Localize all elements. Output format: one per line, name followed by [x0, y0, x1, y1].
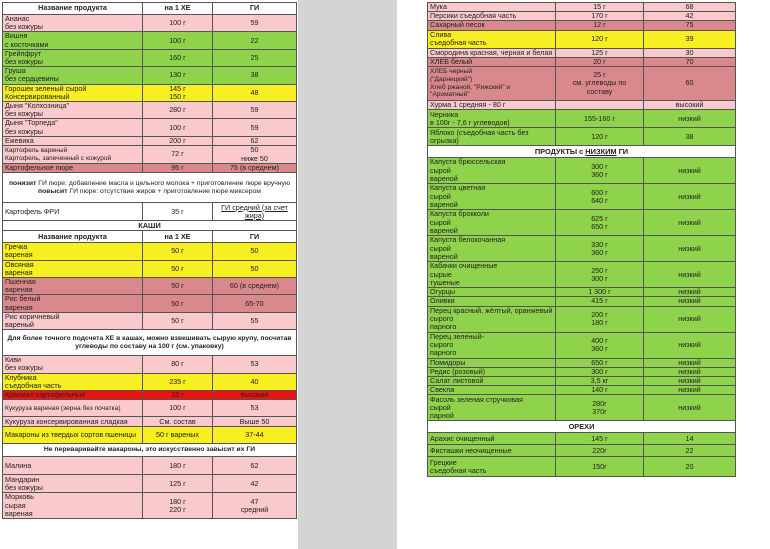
gi-value: низкий [644, 306, 736, 332]
table-row [3, 102, 297, 119]
xe-amount: 25 г см. углеводы по составу [556, 67, 644, 101]
table-row [428, 57, 736, 66]
note-text-raise: ГИ пюре: отсутствие жиров + приготовление пюре миксером [67, 187, 261, 195]
section-title-low-gi [428, 146, 736, 158]
table-row [3, 173, 297, 203]
xe-amount: 150г [556, 457, 644, 477]
product-name: ХЛЕБ черный ("Дарницкий") Хлеб ржаной, "Рижский" и "Ароматный" [428, 67, 556, 101]
table-row [3, 417, 297, 427]
table-row [428, 30, 736, 48]
xe-amount: 35 г [143, 203, 213, 221]
xe-amount: 12 г [556, 21, 644, 30]
xe-amount: 50 г вареных [143, 427, 213, 444]
xe-amount: 80 г [143, 356, 213, 373]
table-row [428, 236, 736, 262]
gi-value: низкий [644, 158, 736, 184]
gi-value: низкий [644, 358, 736, 367]
xe-amount: См. состав [143, 417, 213, 427]
product-name: Перец красный, жёлтый, оранжевый сырого парного [428, 306, 556, 332]
xe-amount: 180 г [143, 457, 213, 475]
xe-amount: 625 г 650 г [556, 210, 644, 236]
table-row [3, 67, 297, 84]
gi-value: 50 [213, 260, 297, 277]
gi-value: низкий [644, 297, 736, 306]
mashed-potato-note [3, 173, 297, 203]
gi-value: высокий [213, 391, 297, 400]
product-name: Ежевика [3, 136, 143, 145]
table-row [3, 373, 297, 390]
table-row [3, 203, 297, 221]
table-row [3, 457, 297, 475]
note-line-lower [5, 180, 294, 188]
column-header-gi: ГИ [213, 3, 297, 15]
xe-amount: 160 г [143, 49, 213, 66]
product-name: Овсяная вареная [3, 260, 143, 277]
table-row [3, 49, 297, 66]
product-name: Пшенная вареная [3, 278, 143, 295]
xe-amount: 20 г [556, 57, 644, 66]
gi-value: 37-44 [213, 427, 297, 444]
table-row [428, 67, 736, 101]
section-title-nuts: ОРЕХИ [428, 421, 736, 433]
product-name: Кукуруза вареная (зерна без початка) [3, 400, 143, 417]
product-name: Ананас без кожуры [3, 15, 143, 32]
xe-amount: 100 г [143, 400, 213, 417]
xe-amount: 100 г [143, 32, 213, 49]
product-name: Капуста белокочанная сырой вареной [428, 236, 556, 262]
product-name: Грейпфрут без кожуры [3, 49, 143, 66]
table-row [3, 400, 297, 417]
section-title-kashi: КАШИ [3, 221, 297, 231]
product-name: Гречка вареная [3, 243, 143, 260]
xe-amount: 100 г [143, 119, 213, 136]
pasta-note: Не переваривайте макароны, это искусственно завысит их ГИ [3, 444, 297, 457]
xe-amount: 140 г [556, 386, 644, 395]
product-name: Салат листовой [428, 377, 556, 386]
section-title-prefix: ПРОДУКТЫ с [534, 146, 586, 156]
gi-value: 38 [213, 67, 297, 84]
column-header-name: Название продукта [3, 3, 143, 15]
gi-value: низкий [644, 332, 736, 358]
section-title-emphasis: НИЗКИМ [585, 146, 617, 156]
table-row [3, 493, 297, 519]
gi-value: 30 [644, 48, 736, 57]
product-name: Горошек зеленый сырой Консервированный [3, 84, 143, 101]
xe-amount: 1 300 г [556, 288, 644, 297]
table-row [3, 243, 297, 260]
gi-value: низкий [644, 386, 736, 395]
table-row [428, 48, 736, 57]
table-row [428, 210, 736, 236]
left-table [2, 2, 297, 519]
xe-amount: 120 г [556, 30, 644, 48]
product-name: Фасоль зеленая стручковая сырой парной [428, 395, 556, 421]
table-row [3, 356, 297, 373]
table-row [428, 128, 736, 146]
xe-amount: 120 г [556, 128, 644, 146]
kashi-weighing-note: Для более точного подсчета ХЕ в кашах, можно взвешивать сырую крупу, посчитав углеводы по составу на 100 г (см. упаковку) [3, 330, 297, 356]
product-name: Мука [428, 3, 556, 12]
xe-amount: 250 г 300 г [556, 262, 644, 288]
product-name: Слива съедобная часть [428, 30, 556, 48]
product-name: Помидоры [428, 358, 556, 367]
xe-amount: 300 г 360 г [556, 158, 644, 184]
xe-amount: 280г 370г [556, 395, 644, 421]
right-page [397, 0, 770, 549]
xe-amount: 600 г 640 г [556, 184, 644, 210]
xe-amount: 145 г 150 г [143, 84, 213, 101]
note-keyword-raise: повысит [38, 187, 68, 195]
xe-amount: 170 г [556, 12, 644, 21]
gi-value: низкий [644, 262, 736, 288]
gi-value: низкий [644, 288, 736, 297]
product-name: Черника в 100г - 7,6 г углеводов) [428, 110, 556, 128]
table-row [3, 475, 297, 493]
table-row [428, 433, 736, 445]
gi-value: 60 (в среднем) [213, 278, 297, 295]
xe-amount: 130 г [143, 67, 213, 84]
gi-value: низкий [644, 184, 736, 210]
product-name: Огурцы [428, 288, 556, 297]
table-row [428, 158, 736, 184]
product-name: Дыня "Торпеда" без кожуры [3, 119, 143, 136]
table-row [3, 312, 297, 329]
xe-amount: 15 г [556, 3, 644, 12]
xe-amount: 50 г [143, 260, 213, 277]
product-name: Рис белый вареная [3, 295, 143, 312]
gi-value: 14 [644, 433, 736, 445]
gi-value: 53 [213, 400, 297, 417]
note-line-raise [5, 188, 294, 196]
gi-value: 48 [213, 84, 297, 101]
left-page [0, 0, 298, 549]
gi-value: 75 [644, 21, 736, 30]
table-row [3, 295, 297, 312]
gi-value: низкий [644, 367, 736, 376]
gi-value: низкий [644, 210, 736, 236]
product-name: Киви без кожуры [3, 356, 143, 373]
gi-value: низкий [644, 236, 736, 262]
product-name: Капуста цветная сырой вареной [428, 184, 556, 210]
gi-value: 40 [213, 373, 297, 390]
table-row [3, 278, 297, 295]
gi-value: 59 [213, 15, 297, 32]
xe-amount: 300 г [556, 367, 644, 376]
table-row [3, 221, 297, 231]
xe-amount: 180 г 220 г [143, 493, 213, 519]
table-row [428, 297, 736, 306]
xe-amount [556, 101, 644, 110]
xe-amount: 145 г [556, 433, 644, 445]
xe-amount: 125 г [556, 48, 644, 57]
column-header-gi: ГИ [213, 231, 297, 243]
gi-value: 39 [644, 30, 736, 48]
product-name: Капуста брюссельская сырой вареной [428, 158, 556, 184]
xe-amount: 330 г 360 г [556, 236, 644, 262]
product-name: Вишня с косточками [3, 32, 143, 49]
gi-value: 55 [213, 312, 297, 329]
gi-value: высокий [644, 101, 736, 110]
gi-value: 59 [213, 119, 297, 136]
xe-amount: 15 г [143, 391, 213, 400]
product-name: Морковь сырая вареная [3, 493, 143, 519]
product-name: Смородина красная, черная и белая [428, 48, 556, 57]
table-row [428, 3, 736, 12]
gi-value: 38 [644, 128, 736, 146]
gi-value: 25 [213, 49, 297, 66]
product-name: Фисташки неочищенные [428, 445, 556, 457]
table-row [428, 377, 736, 386]
gi-value: Выше 50 [213, 417, 297, 427]
product-name: Кабачки очищенные сырые тушеные [428, 262, 556, 288]
xe-amount: 200 г [143, 136, 213, 145]
table-row [428, 395, 736, 421]
gi-value: 22 [644, 445, 736, 457]
table-row [428, 367, 736, 376]
table-row [3, 15, 297, 32]
xe-amount: 235 г [143, 373, 213, 390]
table-row [3, 119, 297, 136]
gi-value: 53 [213, 356, 297, 373]
xe-amount: 415 г [556, 297, 644, 306]
product-name: Рис коричневый вареный [3, 312, 143, 329]
product-name: Картофельное пюре [3, 164, 143, 173]
product-name: Перец зеленый- сырого парного [428, 332, 556, 358]
gi-value: 47 средний [213, 493, 297, 519]
gi-value: 65-70 [213, 295, 297, 312]
right-table [427, 2, 736, 477]
product-name: Картофель вареный Картофель, запеченный с кожурой [3, 146, 143, 164]
table-row [428, 306, 736, 332]
xe-amount: 50 г [143, 295, 213, 312]
table-row [428, 110, 736, 128]
table-row [428, 12, 736, 21]
product-name: Персики съедобная часть [428, 12, 556, 21]
section-title-suffix: ГИ [616, 146, 629, 156]
xe-amount: 95 г [143, 164, 213, 173]
gi-value: 20 [644, 457, 736, 477]
table-row [428, 421, 736, 433]
table-row [3, 427, 297, 444]
table-row [3, 164, 297, 173]
product-name: Оливки [428, 297, 556, 306]
xe-amount: 155-160 г [556, 110, 644, 128]
table-row [3, 3, 297, 15]
product-name: Макароны из твердых сортов пшеницы [3, 427, 143, 444]
xe-amount: 125 г [143, 475, 213, 493]
product-name: Картофель ФРИ [3, 203, 143, 221]
column-header-xe: на 1 ХЕ [143, 231, 213, 243]
product-name: Мандарин без кожуры [3, 475, 143, 493]
product-name: Редис (розовый) [428, 367, 556, 376]
gi-value: 50 ниже 50 [213, 146, 297, 164]
product-name: Малина [3, 457, 143, 475]
table-row [3, 260, 297, 277]
product-name: ХЛЕБ белый [428, 57, 556, 66]
gi-value: 42 [213, 475, 297, 493]
product-name: Яблоко (съедобная часть без огрызка) [428, 128, 556, 146]
table-row [3, 32, 297, 49]
table-row [428, 445, 736, 457]
product-name: Капуста брокколи сырой вареной [428, 210, 556, 236]
xe-amount: 3,5 кг [556, 377, 644, 386]
product-name: Крахмал картофельный [3, 391, 143, 400]
gi-value: 50 [213, 243, 297, 260]
xe-amount: 50 г [143, 312, 213, 329]
gi-value: 60 [644, 67, 736, 101]
table-row [428, 262, 736, 288]
column-header-xe: на 1 ХЕ [143, 3, 213, 15]
gi-value: низкий [644, 395, 736, 421]
xe-amount: 280 г [143, 102, 213, 119]
table-row [3, 84, 297, 101]
product-name: Груша без сердцевины [3, 67, 143, 84]
product-name: Арахис очищенный [428, 433, 556, 445]
gi-value: 22 [213, 32, 297, 49]
xe-amount: 100 г [143, 15, 213, 32]
xe-amount: 50 г [143, 243, 213, 260]
gi-value: ГИ средний (за счет жира) [213, 203, 297, 221]
xe-amount: 220г [556, 445, 644, 457]
gi-value: 75 (в среднем) [213, 164, 297, 173]
table-row [428, 386, 736, 395]
product-name: Хурма 1 средняя - 80 г [428, 101, 556, 110]
gi-value: 59 [213, 102, 297, 119]
product-name: Грецкие съедобная часть [428, 457, 556, 477]
note-text-lower: ГИ пюре: добавление масла и цельного молока + приготовление пюре вручную [36, 179, 291, 187]
table-row [428, 358, 736, 367]
product-name: Клубника съедобная часть [3, 373, 143, 390]
table-row [3, 146, 297, 164]
product-name: Кукуруза консервированная сладкая [3, 417, 143, 427]
xe-amount: 400 г 360 г [556, 332, 644, 358]
table-row [3, 330, 297, 356]
table-row [428, 457, 736, 477]
xe-amount: 50 г [143, 278, 213, 295]
table-row [3, 444, 297, 457]
table-row [428, 184, 736, 210]
table-row [428, 101, 736, 110]
table-row [428, 288, 736, 297]
product-name: Дыня "Колхозница" без кожуры [3, 102, 143, 119]
product-name: Свекла [428, 386, 556, 395]
table-row [428, 21, 736, 30]
table-row [3, 136, 297, 145]
gi-value: 70 [644, 57, 736, 66]
product-name: Сахарный песок [428, 21, 556, 30]
xe-amount: 650 г [556, 358, 644, 367]
table-row [3, 231, 297, 243]
gi-value: 62 [213, 136, 297, 145]
table-row [3, 391, 297, 400]
gi-value: 62 [213, 457, 297, 475]
gi-value: низкий [644, 377, 736, 386]
note-keyword-lower: понизит [8, 179, 37, 187]
gi-value: низкий [644, 110, 736, 128]
table-row [428, 332, 736, 358]
xe-amount: 72 г [143, 146, 213, 164]
table-row [428, 146, 736, 158]
gi-value: 68 [644, 3, 736, 12]
column-header-name: Название продукта [3, 231, 143, 243]
xe-amount: 200 г 180 г [556, 306, 644, 332]
gi-value: 42 [644, 12, 736, 21]
